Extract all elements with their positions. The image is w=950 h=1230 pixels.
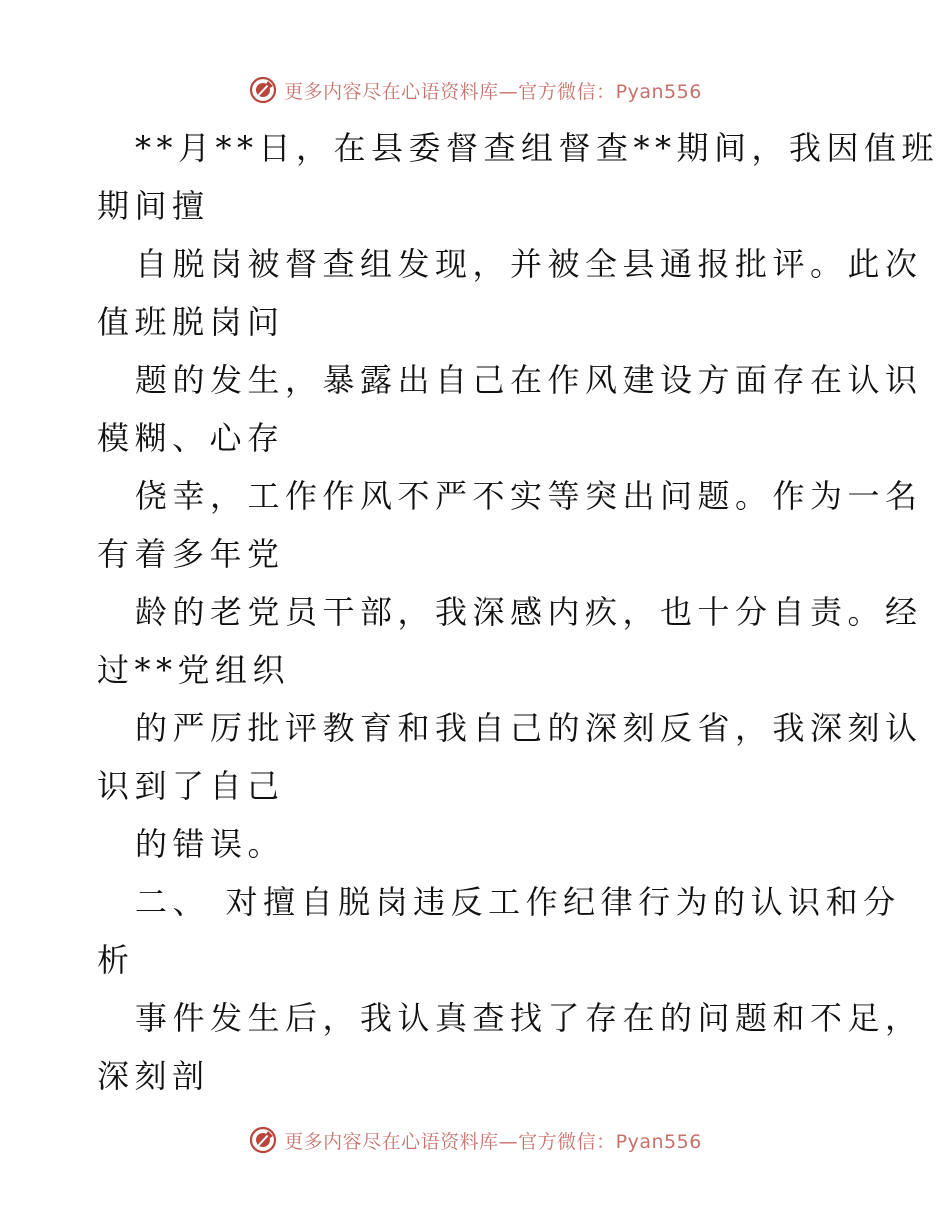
text-line: 的错误。	[135, 825, 286, 863]
text-line: 龄的老党员干部，我深感内疚，也十分自责。经	[135, 593, 923, 631]
header-banner	[0, 70, 950, 110]
text-line: 自脱岗被督查组发现，并被全县通报批评。此次	[135, 245, 923, 283]
text-line: 析	[97, 941, 135, 979]
footer-banner	[0, 1120, 950, 1160]
pen-logo-icon	[248, 75, 278, 105]
text-line: 有着多年党	[97, 535, 285, 573]
pen-logo-icon	[248, 1125, 278, 1155]
section-heading: 二、 对擅自脱岗违反工作纪律行为的认识和分	[135, 883, 901, 921]
text-line: 侥幸，工作作风不严不实等突出问题。作为一名	[135, 477, 923, 515]
text-line: **月**日，在县委督查组督查**期间，我因值班	[135, 129, 940, 167]
footer-banner-text: 更多内容尽在心语资料库—官方微信：Pyan556	[284, 1130, 702, 1153]
text-line: 识到了自己	[97, 767, 285, 805]
text-line: 期间擅	[97, 187, 210, 225]
text-line: 过**党组织	[97, 651, 291, 689]
header-banner-text: 更多内容尽在心语资料库—官方微信：Pyan556	[284, 80, 702, 103]
text-line: 深刻剖	[97, 1057, 210, 1095]
text-line: 题的发生，暴露出自己在作风建设方面存在认识	[135, 361, 923, 399]
text-line: 模糊、心存	[97, 419, 285, 457]
text-line: 的严厉批评教育和我自己的深刻反省，我深刻认	[135, 709, 923, 747]
text-line: 事件发生后，我认真查找了存在的问题和不足，	[135, 999, 923, 1037]
text-line: 值班脱岗问	[97, 303, 285, 341]
